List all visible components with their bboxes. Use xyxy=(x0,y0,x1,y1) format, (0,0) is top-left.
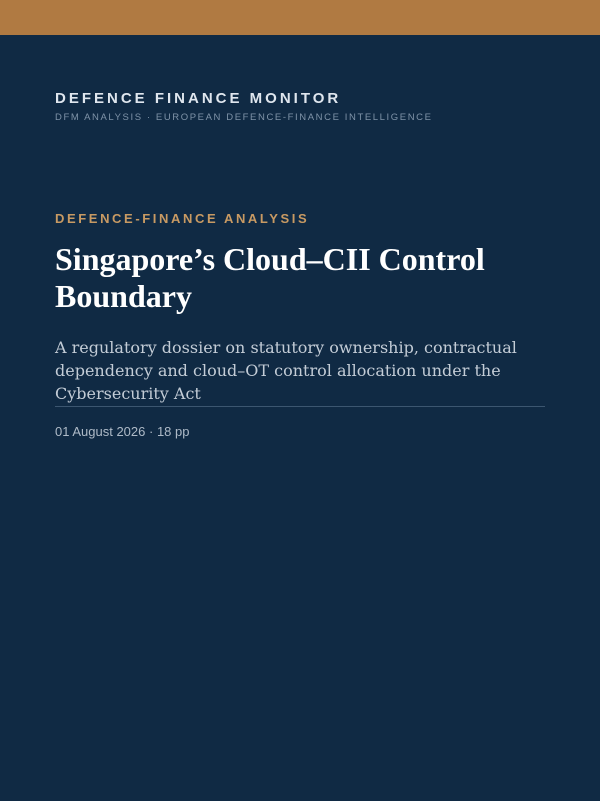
report-title: Singapore’s Cloud–CII Control Boundary xyxy=(55,241,485,314)
meta-separator: · xyxy=(148,424,154,439)
publication-tagline: DFM ANALYSIS · EUROPEAN DEFENCE-FINANCE INTELLIGENCE xyxy=(55,112,433,123)
report-meta xyxy=(55,424,545,440)
report-subtitle: A regulatory dossier on statutory ownership, contractual dependency and cloud–OT control allocation under the Cybersecurity Act xyxy=(55,336,545,407)
section-kicker: DEFENCE-FINANCE ANALYSIS xyxy=(55,211,310,226)
publication-name: DEFENCE FINANCE MONITOR xyxy=(55,90,342,107)
masthead xyxy=(55,90,555,124)
page-count: 18 pp xyxy=(156,424,190,439)
cover-article xyxy=(55,211,545,440)
publication-date: 01 August 2026 xyxy=(55,424,146,439)
top-accent-bar xyxy=(0,0,600,35)
